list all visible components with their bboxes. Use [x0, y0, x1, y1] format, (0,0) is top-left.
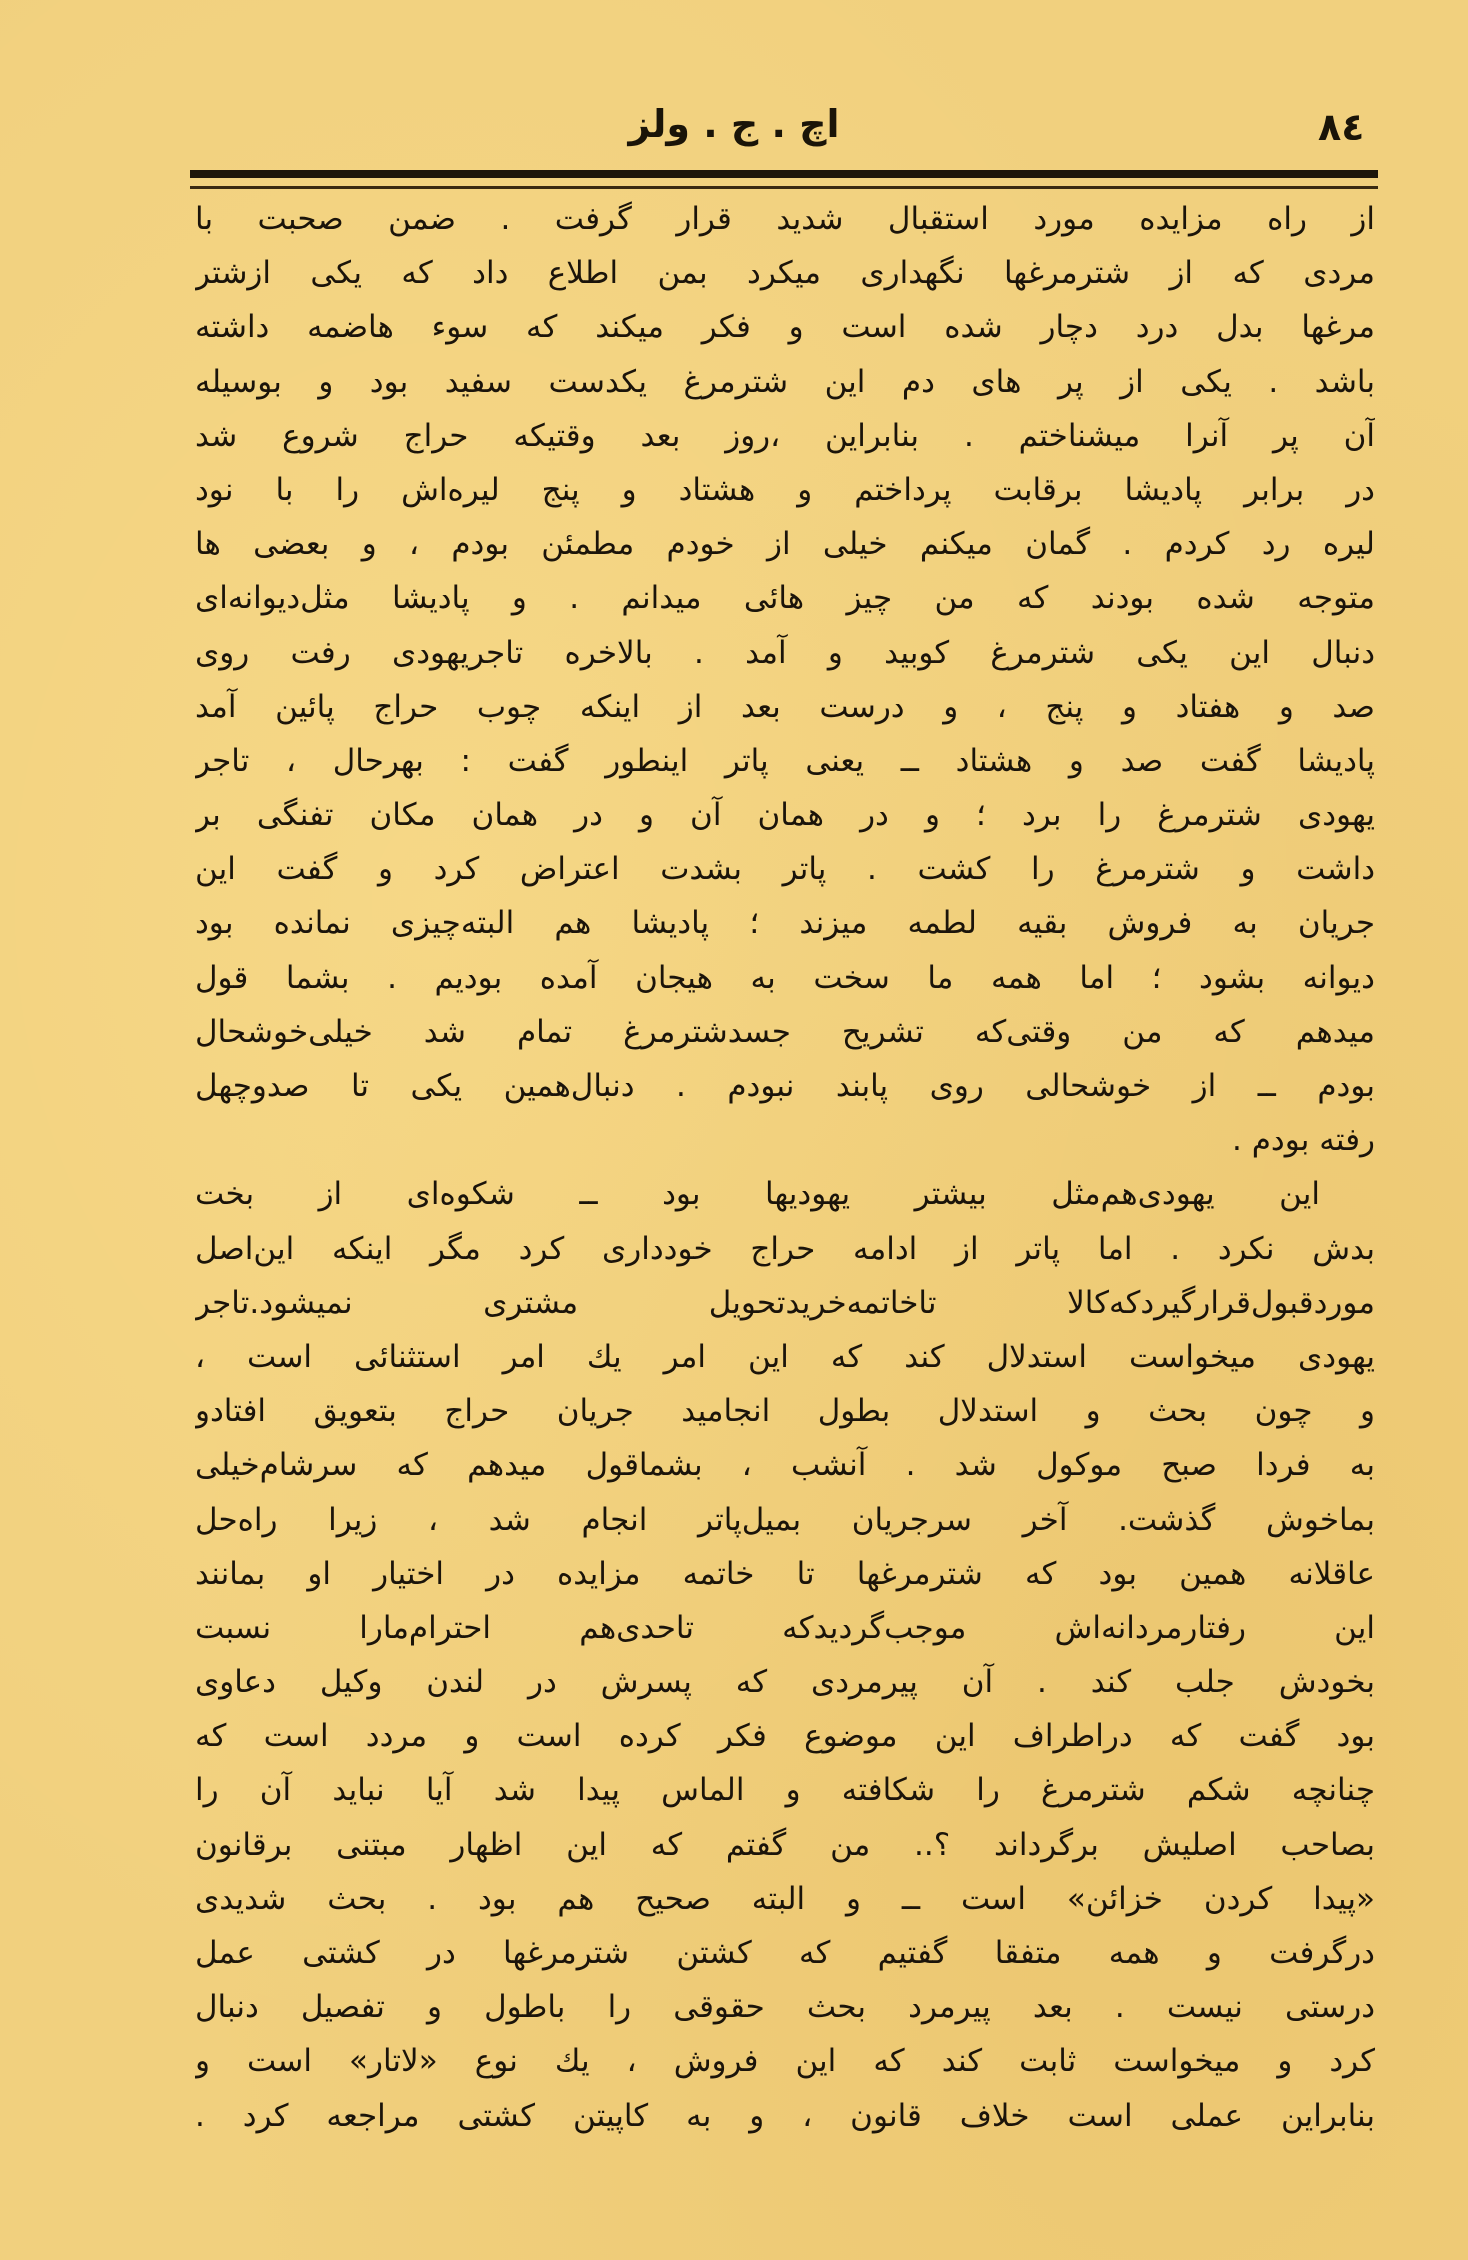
text-line: این یهودی‌هم‌مثل بیشتر یهودیها بود ــ شکوه‌ای از بخت [195, 1176, 1320, 1213]
text-line: کرد و میخواست ثابت کند که این فروش ، یك نوع «لاتار» است و [195, 2043, 1375, 2080]
text-line: عاقلانه همین بود که شترمرغها تا خاتمه مزایده در اختیار او بمانند [195, 1555, 1375, 1592]
text-line: صد و هفتاد و پنج ، و درست بعد از اینکه چوب حراج پائین آمد [195, 688, 1375, 725]
text-line: به فردا صبح موکول شد . آنشب ، بشماقول میدهم که سرشام‌خیلی [195, 1447, 1375, 1484]
text-line: در برابر پادیشا برقابت پرداختم و هشتاد و پنج لیره‌اش را با نود [195, 471, 1375, 508]
text-line: متوجه شده بودند که من چیز هائی میدانم . و پادیشا مثل‌دیوانه‌ای [195, 580, 1375, 617]
header-rule-thin [190, 186, 1378, 189]
text-line: بودم ــ از خوشحالی روی پابند نبودم . دنبال‌همین یکی تا صدوچهل [195, 1068, 1375, 1104]
text-line: لیره رد کردم . گمان میکنم خیلی از خودم مطمئن بودم ، و بعضی ها [195, 526, 1375, 563]
text-line: دنبال این یکی شترمرغ کوبید و آمد . بالاخره تاجریهودی رفت روی [195, 634, 1375, 671]
text-line: بود گفت که دراطراف این موضوع فکر کرده است و مردد است که [195, 1718, 1375, 1755]
text-line: باشد . یکی از پر های دم این شترمرغ یکدست سفید بود و بوسیله [195, 363, 1375, 400]
text-line: این رفتارمردانه‌اش موجب‌گردیدکه تاحدی‌هم احترام‌مارا نسبت [195, 1609, 1375, 1646]
text-line: داشت و شترمرغ را کشت . پاتر بشدت اعتراض کرد و گفت این [195, 851, 1375, 888]
text-line: بنابراین عملی است خلاف قانون ، و به کاپیتن کشتی مراجعه کرد . [195, 2097, 1375, 2134]
text-line: بماخوش گذشت. آخر سرجریان بمیل‌پاتر انجام شد ، زیرا راه‌حل [195, 1501, 1375, 1538]
text-line: مرغها بدل درد دچار شده است و فکر میکند که سوء هاضمه داشته [195, 309, 1375, 346]
text-line: پادیشا گفت صد و هشتاد ــ یعنی پاتر اینطور گفت : بهرحال ، تاجر [195, 742, 1375, 779]
text-line: بصاحب اصلیش برگرداند ؟.. من گفتم که این اظهار مبتنی برقانون [195, 1826, 1375, 1863]
page-number: ٨٤ [1318, 105, 1365, 149]
text-line: مردی که از شترمرغها نگهداری میکرد بمن اطلاع داد که یکی ازشتر [195, 255, 1375, 292]
text-line: میدهم که من وقتی‌که تشریح جسدشترمرغ تمام شد خیلی‌خوشحال [195, 1013, 1375, 1050]
header-rule-thick [190, 170, 1378, 178]
text-line: و چون بحث و استدلال بطول انجامید جریان حراج بتعویق افتادو [195, 1393, 1375, 1430]
text-line: رفته بودم . [1232, 1122, 1375, 1159]
text-line: چنانچه شکم شترمرغ را شکافته و الماس پیدا شد آیا نباید آن را [195, 1772, 1375, 1809]
running-title: اچ . ج . ولز [628, 102, 840, 146]
text-line: درستی نیست . بعد پیرمرد بحث حقوقی را باطول و تفصیل دنبال [195, 1989, 1375, 2026]
body-text [195, 192, 1375, 2143]
text-line: بدش نکرد . اما پاتر از ادامه حراج خودداری کرد مگر اینکه این‌اصل [195, 1230, 1375, 1267]
text-line: موردقبول‌قرارگیردکه‌کالا تاخاتمه‌خریدتحویل مشتری نمیشود.تاجر [195, 1284, 1375, 1321]
text-line: جریان به فروش بقیه لطمه میزند ؛ پادیشا هم البته‌چیزی نمانده بود [195, 905, 1375, 942]
text-line: درگرفت و همه متفقا گفتیم که کشتن شترمرغها در کشتی عمل [195, 1935, 1375, 1971]
text-line: یهودی میخواست استدلال کند که این امر یك امر استثنائی است ، [195, 1338, 1375, 1375]
text-line: «پیدا کردن خزائن» است ــ و البته صحیح هم بود . بحث شدیدی [195, 1880, 1375, 1917]
text-line: بخودش جلب کند . آن پیرمردی که پسرش در لندن وکیل دعاوی [195, 1664, 1375, 1701]
text-line: از راه مزایده مورد استقبال شدید قرار گرفت . ضمن صحبت با [195, 201, 1375, 237]
text-line: دیوانه بشود ؛ اما همه ما سخت به هیجان آمده بودیم . بشما قول [195, 959, 1375, 996]
text-line: آن پر آنرا میشناختم . بنابراین ،روز بعد وقتیکه حراج شروع شد [195, 417, 1375, 454]
text-line: یهودی شترمرغ را برد ؛ و در همان آن و در همان مکان تفنگی بر [195, 797, 1375, 834]
